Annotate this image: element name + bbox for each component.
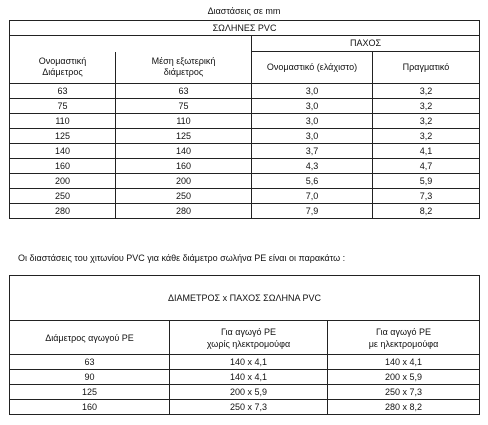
table-cell: 110 [116,114,252,129]
table1-title: ΣΩΛΗΝΕΣ PVC [10,21,480,36]
table-cell: 3,2 [373,84,480,99]
table-row [10,370,480,385]
table-cell: 125 [116,129,252,144]
pvc-sleeve-table [9,275,480,415]
table-cell: 250 x 7,3 [328,385,480,400]
table1-col-outer-diameter: Μέση εξωτερική διάμετρος [116,52,252,84]
table-row [10,174,480,189]
table-cell: 200 x 5,9 [170,385,328,400]
table2-col-pe-diameter: Διάμετρος αγωγού PE [10,321,170,355]
table-cell: 63 [10,355,170,370]
table2-col-without-electrofusion: Για αγωγό PE χωρίς ηλεκτρομούφα [170,321,328,355]
table-cell: 250 [116,189,252,204]
table-cell: 3,2 [373,129,480,144]
table-cell: 3,0 [252,84,373,99]
table-row [10,144,480,159]
table-cell: 200 x 5,9 [328,370,480,385]
table-cell: 3,0 [252,99,373,114]
table-cell: 280 x 8,2 [328,400,480,415]
table2-title: ΔΙΑΜΕΤΡΟΣ x ΠΑΧΟΣ ΣΩΛΗΝΑ PVC [10,276,480,321]
table-row [10,355,480,370]
table-row [10,385,480,400]
table-cell: 140 [116,144,252,159]
table-cell: 140 x 4,1 [170,355,328,370]
table-cell: 7,0 [252,189,373,204]
table-row [10,159,480,174]
table-row [10,189,480,204]
table-cell: 8,2 [373,204,480,219]
table-cell: 125 [10,129,116,144]
table-row [10,129,480,144]
table2-col-with-electrofusion: Για αγωγό PE με ηλεκτρομούφα [328,321,480,355]
table-cell: 7,9 [252,204,373,219]
table1-blank-header [10,36,252,52]
table-row [10,400,480,415]
table-cell: 250 [10,189,116,204]
table-cell: 7,3 [373,189,480,204]
table-cell: 63 [10,84,116,99]
caption: Διαστάσεις σε mm [207,6,281,16]
table1-col-actual-thickness: Πραγματικό [373,52,480,84]
table-cell: 200 [10,174,116,189]
table-row [10,114,480,129]
table1-col-nominal-diameter: Ονομαστική Διάμετρος [10,52,116,84]
table-cell: 140 x 4,1 [170,370,328,385]
table-cell: 280 [10,204,116,219]
table-cell: 110 [10,114,116,129]
table-cell: 75 [116,99,252,114]
pvc-pipes-table [9,20,480,219]
table-row [10,99,480,114]
table-cell: 125 [10,385,170,400]
table-cell: 160 [10,400,170,415]
table-cell: 3,2 [373,99,480,114]
sleeve-note: Οι διαστάσεις του χιτωνίου PVC για κάθε διάμετρο σωλήνα PE είναι οι παρακάτω : [18,253,346,263]
table-cell: 4,1 [373,144,480,159]
table-cell: 250 x 7,3 [170,400,328,415]
table-cell: 90 [10,370,170,385]
table-cell: 140 x 4,1 [328,355,480,370]
table-cell: 280 [116,204,252,219]
table-cell: 4,7 [373,159,480,174]
table-cell: 4,3 [252,159,373,174]
table-cell: 3,2 [373,114,480,129]
table-cell: 200 [116,174,252,189]
table-cell: 160 [10,159,116,174]
table-cell: 75 [10,99,116,114]
table-cell: 63 [116,84,252,99]
table-cell: 3,0 [252,114,373,129]
table1-group-header: ΠΑΧΟΣ [252,36,480,52]
table-cell: 5,6 [252,174,373,189]
table-row [10,204,480,219]
table-row [10,84,480,99]
table-cell: 140 [10,144,116,159]
table-cell: 5,9 [373,174,480,189]
table-cell: 3,0 [252,129,373,144]
table-cell: 3,7 [252,144,373,159]
table-cell: 160 [116,159,252,174]
table1-col-nominal-thickness: Ονομαστικό (ελάχιστο) [252,52,373,84]
